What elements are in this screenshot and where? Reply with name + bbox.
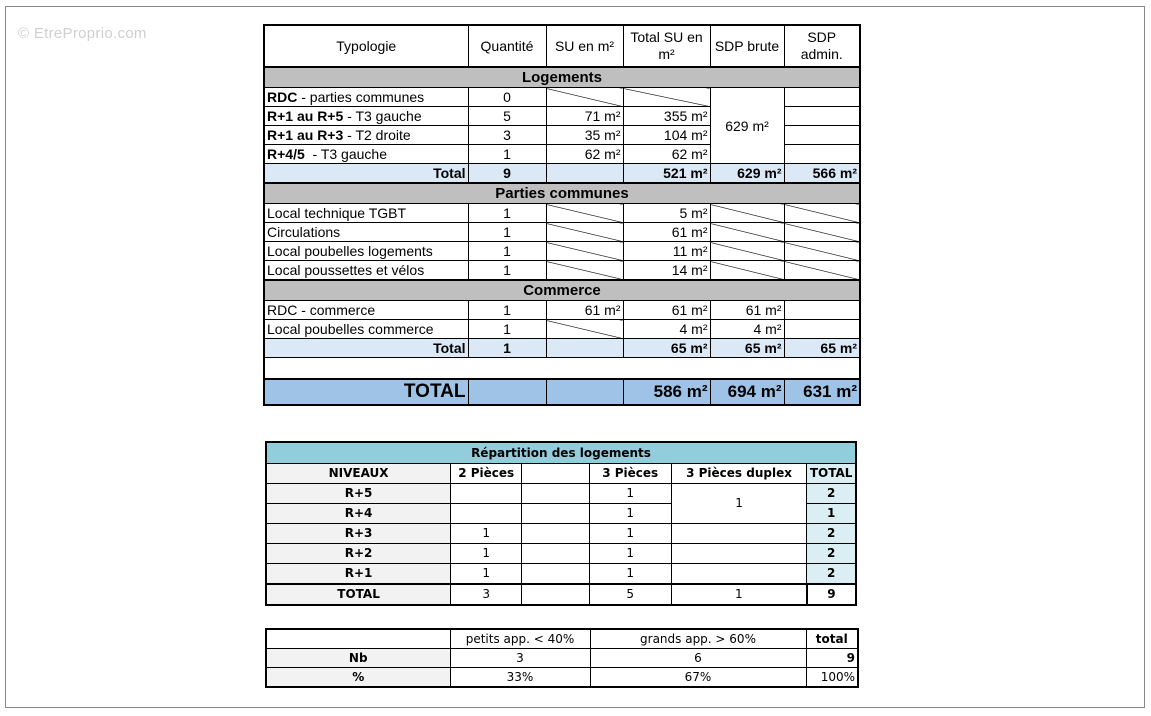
total-su-cell: 521 m²: [623, 164, 710, 184]
empty-cell: [522, 484, 589, 504]
typologie-cell: Local poubelles logements: [264, 242, 468, 261]
empty-diag-cell: [710, 204, 784, 223]
header-grands: grands app. > 60%: [590, 629, 806, 649]
header-empty: [522, 464, 589, 484]
sdp-brute-merged: 629 m²: [710, 88, 784, 164]
duplex-cell: [671, 524, 806, 544]
empty-diag-cell: [546, 320, 623, 339]
duplex-cell: 1: [671, 584, 806, 605]
qty-cell: 9: [468, 164, 546, 184]
table-row: [266, 544, 856, 564]
total-su-cell: 11 m²: [623, 242, 710, 261]
empty-diag-cell: [546, 204, 623, 223]
table-row: [264, 301, 860, 320]
section-commerce: [264, 280, 860, 301]
empty-diag-cell: [710, 223, 784, 242]
repartition-title-row: [266, 442, 856, 464]
p3-cell: 1: [589, 504, 671, 524]
empty-cell: [784, 145, 860, 164]
section-title: Logements: [264, 67, 860, 88]
pct-total: 100%: [806, 668, 858, 688]
total-su-cell: 65 m²: [623, 339, 710, 358]
total-cell: 2: [807, 564, 856, 585]
qty-cell: 1: [468, 261, 546, 281]
typologie-cell: RDC - commerce: [264, 301, 468, 320]
level-cell: R+1: [266, 564, 451, 585]
p2-cell: 1: [451, 564, 522, 585]
section-title: Commerce: [264, 280, 860, 301]
header-su: SU en m²: [546, 25, 623, 67]
repartition-header-row: [266, 464, 856, 484]
header-2-pieces: 2 Pièces: [451, 464, 522, 484]
empty-cell: [522, 504, 589, 524]
header-3-pieces-duplex: 3 Pièces duplex: [671, 464, 806, 484]
empty-cell: [784, 126, 860, 145]
level-cell: R+3: [266, 524, 451, 544]
typologie-cell: Circulations: [264, 223, 468, 242]
su-cell: 62 m²: [546, 145, 623, 164]
watermark: © EtreProprio.com: [18, 25, 147, 42]
typologie-cell: R+4/5 - T3 gauche: [264, 145, 468, 164]
header-total-su: Total SU en m²: [623, 25, 710, 67]
typologie-cell: Local poubelles commerce: [264, 320, 468, 339]
empty-diag-cell: [710, 242, 784, 261]
nb-label: Nb: [266, 649, 450, 668]
su-cell: 71 m²: [546, 107, 623, 126]
total-label: Total: [264, 339, 468, 358]
p2-cell: 1: [451, 544, 522, 564]
spacer-row: [264, 358, 860, 380]
header-quantite: Quantité: [468, 25, 546, 67]
nb-grands: 6: [590, 649, 806, 668]
size-header-row: [266, 629, 858, 649]
typologie-cell: R+1 au R+3 - T2 droite: [264, 126, 468, 145]
grand-total-su: 586 m²: [623, 379, 710, 405]
commerce-total-row: [264, 339, 860, 358]
qty-cell: 1: [468, 145, 546, 164]
su-cell: 35 m²: [546, 126, 623, 145]
qty-cell: 3: [468, 126, 546, 145]
level-cell: R+5: [266, 484, 451, 504]
total-su-cell: 62 m²: [623, 145, 710, 164]
qty-cell: 0: [468, 88, 546, 107]
sdp-admin-cell: 566 m²: [784, 164, 860, 184]
empty-diag-cell: [784, 242, 860, 261]
p3-cell: 1: [589, 484, 671, 504]
header-typologie: Typologie: [264, 25, 468, 67]
table-row: [266, 484, 856, 504]
table-row: [266, 564, 856, 585]
header-total: TOTAL: [807, 464, 856, 484]
empty-cell: [784, 320, 860, 339]
repartition-total-row: [266, 584, 856, 605]
repartition-table: [265, 441, 857, 606]
surface-header-row: [264, 25, 860, 67]
total-su-cell: 355 m²: [623, 107, 710, 126]
header-sdp-brute: SDP brute: [710, 25, 784, 67]
empty-diag-cell: [546, 242, 623, 261]
header-petits: petits app. < 40%: [450, 629, 590, 649]
p3-cell: 1: [589, 544, 671, 564]
apartment-size-table: [265, 628, 859, 688]
nb-total: 9: [806, 649, 858, 668]
table-row: [264, 223, 860, 242]
total-su-cell: 5 m²: [623, 204, 710, 223]
sdp-brute-cell: 65 m²: [710, 339, 784, 358]
empty-cell: [784, 107, 860, 126]
empty-diag-cell: [546, 223, 623, 242]
sdp-brute-cell: 4 m²: [710, 320, 784, 339]
grand-total-row: [264, 379, 860, 405]
qty-cell: 1: [468, 204, 546, 223]
table-row: [266, 524, 856, 544]
total-cell: 2: [807, 524, 856, 544]
table-row: [264, 261, 860, 281]
qty-cell: 1: [468, 223, 546, 242]
total-cell: 2: [807, 484, 856, 504]
total-label: Total: [264, 164, 468, 184]
table-row: [266, 668, 858, 688]
empty-diag-cell: [623, 88, 710, 107]
p2-cell: [451, 484, 522, 504]
typologie-cell: R+1 au R+5 - T3 gauche: [264, 107, 468, 126]
sdp-admin-cell: 65 m²: [784, 339, 860, 358]
level-cell: R+4: [266, 504, 451, 524]
p2-cell: 3: [451, 584, 522, 605]
p3-cell: 5: [589, 584, 671, 605]
empty-diag-cell: [546, 339, 623, 358]
qty-cell: 1: [468, 242, 546, 261]
empty-diag-cell: [546, 88, 623, 107]
empty-cell: [522, 584, 589, 605]
qty-cell: 1: [468, 320, 546, 339]
empty-cell: [546, 379, 623, 405]
pct-petits: 33%: [450, 668, 590, 688]
total-su-cell: 4 m²: [623, 320, 710, 339]
typologie-cell: Local poussettes et vélos: [264, 261, 468, 281]
qty-cell: 5: [468, 107, 546, 126]
total-cell: 9: [807, 584, 856, 605]
duplex-cell: [671, 564, 806, 585]
empty-cell: [784, 301, 860, 320]
logements-total-row: [264, 164, 860, 184]
empty-diag-cell: [546, 164, 623, 184]
pct-label: %: [266, 668, 450, 688]
empty-cell: [522, 524, 589, 544]
qty-cell: 1: [468, 301, 546, 320]
header-3-pieces: 3 Pièces: [589, 464, 671, 484]
section-parties-communes: [264, 183, 860, 204]
empty-cell: [468, 379, 546, 405]
table-row: [264, 242, 860, 261]
grand-total-admin: 631 m²: [784, 379, 860, 405]
empty-diag-cell: [784, 223, 860, 242]
table-row: [264, 204, 860, 223]
level-cell: TOTAL: [266, 584, 451, 605]
total-su-cell: 104 m²: [623, 126, 710, 145]
total-su-cell: 61 m²: [623, 223, 710, 242]
empty-diag-cell: [710, 261, 784, 281]
p3-cell: 1: [589, 524, 671, 544]
pct-grands: 67%: [590, 668, 806, 688]
p3-cell: 1: [589, 564, 671, 585]
header-niveaux: NIVEAUX: [266, 464, 451, 484]
section-logements: [264, 67, 860, 88]
repartition-title: Répartition des logements: [266, 442, 856, 464]
header-sdp-admin: SDP admin.: [784, 25, 860, 67]
table-row: [264, 320, 860, 339]
table-row: [264, 88, 860, 107]
sdp-brute-cell: 61 m²: [710, 301, 784, 320]
grand-total-brute: 694 m²: [710, 379, 784, 405]
surface-table: [263, 24, 861, 406]
p2-cell: 1: [451, 524, 522, 544]
empty-diag-cell: [784, 261, 860, 281]
p2-cell: [451, 504, 522, 524]
header-empty: [266, 629, 450, 649]
empty-cell: [264, 358, 860, 380]
total-su-cell: 14 m²: [623, 261, 710, 281]
empty-cell: [522, 544, 589, 564]
total-cell: 2: [807, 544, 856, 564]
section-title: Parties communes: [264, 183, 860, 204]
table-row: [266, 649, 858, 668]
qty-cell: 1: [468, 339, 546, 358]
su-cell: 61 m²: [546, 301, 623, 320]
sdp-brute-cell: 629 m²: [710, 164, 784, 184]
total-cell: 1: [807, 504, 856, 524]
nb-petits: 3: [450, 649, 590, 668]
empty-diag-cell: [546, 261, 623, 281]
level-cell: R+2: [266, 544, 451, 564]
empty-cell: [522, 564, 589, 585]
empty-cell: [784, 88, 860, 107]
total-su-cell: 61 m²: [623, 301, 710, 320]
header-total: total: [806, 629, 858, 649]
grand-total-label: TOTAL: [264, 379, 468, 405]
duplex-merged: 1: [671, 484, 806, 524]
empty-diag-cell: [784, 204, 860, 223]
typologie-cell: RDC - parties communes: [264, 88, 468, 107]
typologie-cell: Local technique TGBT: [264, 204, 468, 223]
duplex-cell: [671, 544, 806, 564]
